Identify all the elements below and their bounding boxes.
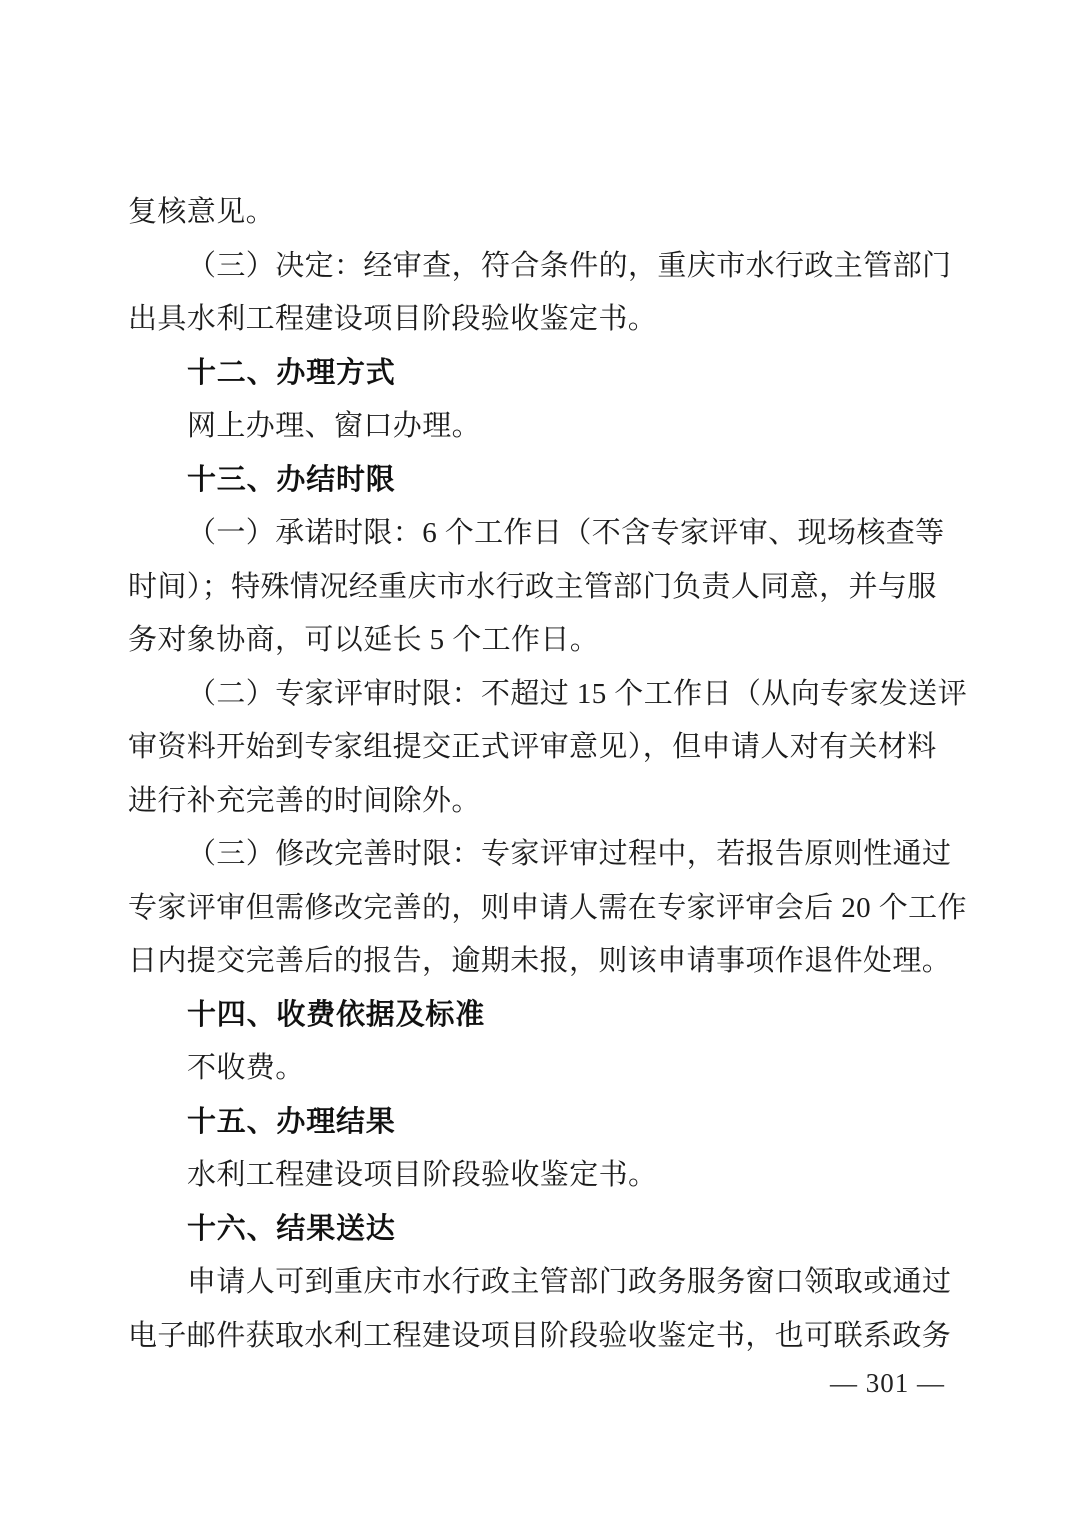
text-line: 电子邮件获取水利工程建设项目阶段验收鉴定书，也可联系政务 (128, 1319, 952, 1352)
text-line: 审资料开始到专家组提交正式评审意见），但申请人对有关材料 (128, 731, 937, 763)
section-heading: 十五、办理结果 (187, 1105, 396, 1138)
text-line: 日内提交完善后的报告，逾期未报，则该申请事项作退件处理。 (128, 945, 952, 977)
text-line: 水利工程建设项目阶段验收鉴定书。 (187, 1159, 658, 1191)
text-line: 不收费。 (187, 1052, 305, 1084)
text-line: （三）修改完善时限：专家评审过程中，若报告原则性通过 (187, 838, 952, 870)
text-line: 进行补充完善的时间除外。 (128, 784, 481, 817)
text-line: 网上办理、窗口办理。 (187, 410, 482, 442)
section-heading: 十三、办结时限 (187, 463, 396, 496)
document-body (128, 186, 968, 1363)
text-line: （一）承诺时限：6 个工作日（不含专家评审、现场核查等 (187, 517, 945, 549)
text-line: 专家评审但需修改完善的，则申请人需在专家评审会后 20 个工作 (128, 891, 967, 924)
text-line: （二）专家评审时限：不超过 15 个工作日（从向专家发送评 (187, 677, 968, 710)
page-number: — 301 — (830, 1368, 945, 1398)
text-line: 务对象协商，可以延长 5 个工作日。 (128, 624, 600, 656)
text-line: 时间）；特殊情况经重庆市水行政主管部门负责人同意，并与服 (128, 570, 937, 603)
section-heading: 十六、结果送达 (187, 1212, 396, 1245)
section-heading: 十二、办理方式 (187, 356, 396, 389)
text-line: 申请人可到重庆市水行政主管部门政务服务窗口领取或通过 (187, 1266, 952, 1298)
text-line: 出具水利工程建设项目阶段验收鉴定书。 (128, 303, 658, 335)
text-line: （三）决定：经审查，符合条件的，重庆市水行政主管部门 (187, 249, 952, 282)
text-line: 复核意见。 (128, 196, 276, 228)
section-heading: 十四、收费依据及标准 (187, 998, 486, 1031)
